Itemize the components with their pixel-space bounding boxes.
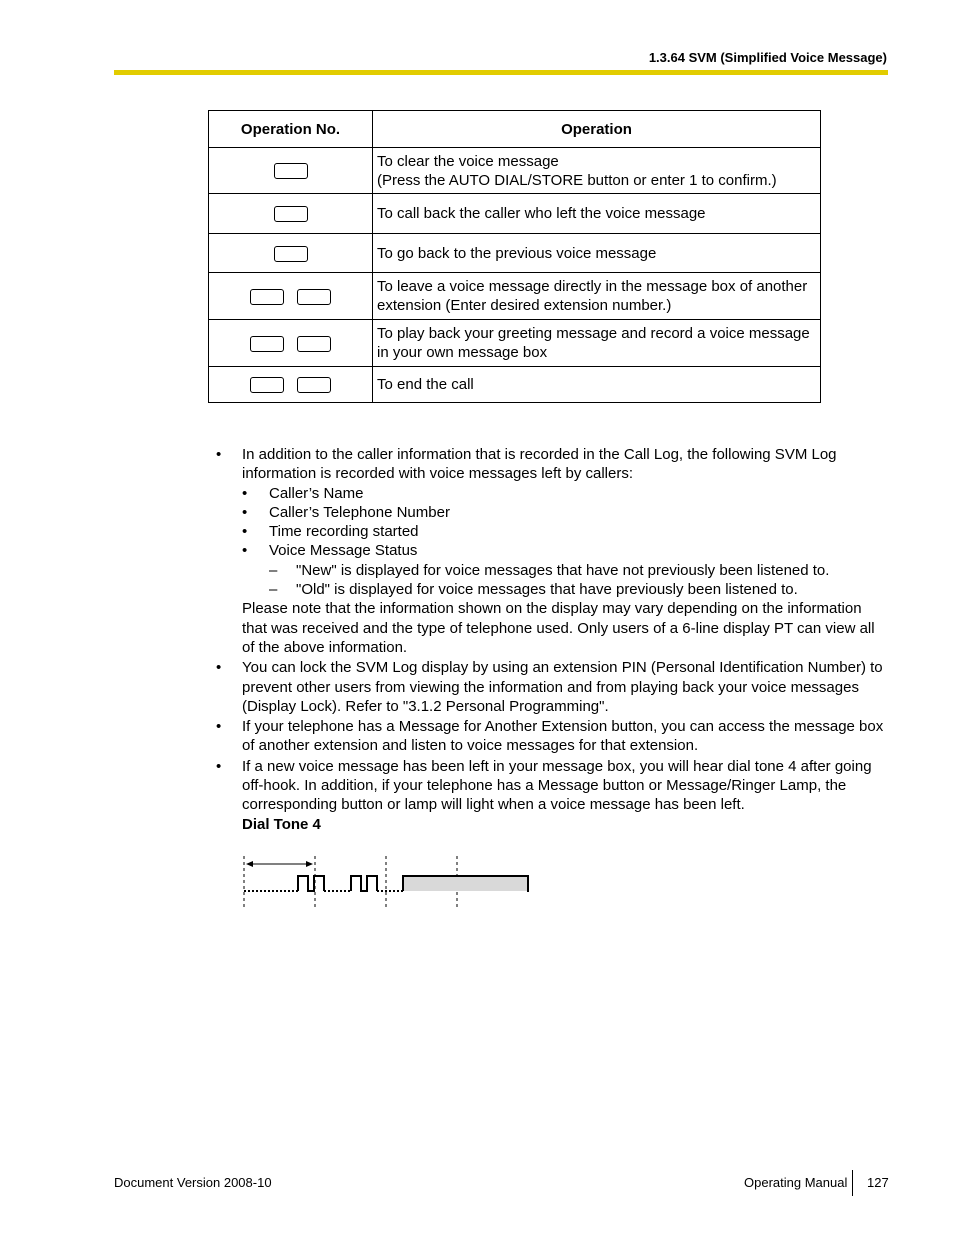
field-text: Caller’s Name	[269, 484, 364, 502]
operation-keys	[209, 273, 373, 320]
key-icon	[274, 206, 308, 222]
footer-divider	[852, 1170, 853, 1196]
dash-icon: –	[269, 581, 278, 599]
tone-burst-1	[298, 876, 324, 891]
operation-text: To play back your greeting message and record a voice message	[377, 325, 810, 342]
note-text: Please note that the information shown on the display may vary depending on the information that was received and the type of telephone used. Only users of a 6-line display PT can view all of the above information.	[242, 600, 875, 656]
table-row	[209, 148, 821, 194]
bullet-icon: •	[216, 757, 222, 775]
bullet-icon: •	[216, 659, 222, 677]
note-text: In addition to the caller information that is recorded in the Call Log, the following SVM Log information is recorded with voice messages left by callers:	[242, 446, 837, 483]
operation-description	[373, 320, 821, 367]
operation-description	[373, 367, 821, 403]
field-text: Caller’s Telephone Number	[269, 503, 450, 521]
page-number: 127	[867, 1175, 889, 1190]
table-row	[209, 273, 821, 320]
tone-burst-2	[351, 876, 377, 891]
note-text: If a new voice message has been left in your message box, you will hear dial tone 4 after going off-hook. In addition, if your telephone has a Message button or Message/Ringer Lamp, the corresponding button or lamp will light when a voice message has been left.	[242, 757, 872, 814]
key-icon	[297, 377, 331, 393]
list-item	[242, 503, 886, 522]
operation-keys	[209, 234, 373, 273]
operation-keys	[209, 148, 373, 194]
field-text: Voice Message Status	[269, 542, 418, 560]
status-text: "New" is displayed for voice messages that have not previously been listened to.	[296, 561, 830, 579]
key-icon	[274, 163, 308, 179]
operation-text: (Press the AUTO DIAL/STORE button or enter 1 to confirm.)	[377, 171, 777, 189]
key-icon	[297, 289, 331, 305]
bullet-icon: •	[242, 542, 248, 560]
status-text: "Old" is displayed for voice messages that have previously been listened to.	[296, 581, 798, 599]
list-item	[269, 561, 886, 580]
operation-table	[208, 110, 821, 403]
header-rule	[114, 70, 888, 75]
note-text: You can lock the SVM Log display by using an extension PIN (Personal Identification Number) to prevent other users from viewing the information and from playing back your voice messages (Display Lock). Refer to "3.1.2 Personal Programming".	[242, 659, 883, 715]
key-icon	[250, 336, 284, 352]
document-version: Document Version 2008-10	[114, 1175, 272, 1190]
bullet-icon: •	[242, 484, 248, 502]
list-item	[216, 757, 886, 834]
field-text: Time recording started	[269, 523, 419, 541]
list-item	[216, 658, 886, 716]
table-header-row	[209, 111, 821, 148]
duration-arrow	[246, 861, 313, 867]
notes-list	[216, 445, 886, 834]
operation-text: To call back the caller who left the voice message	[377, 205, 706, 222]
operation-text: To end the call	[377, 376, 474, 393]
bullet-icon: •	[216, 718, 222, 736]
operation-text: To clear the voice message	[377, 152, 559, 170]
notes-section	[216, 444, 886, 834]
key-icon	[250, 377, 284, 393]
status-details-list	[269, 561, 886, 600]
manual-name: Operating Manual	[744, 1175, 848, 1190]
operation-keys	[209, 320, 373, 367]
key-icon	[297, 336, 331, 352]
operation-text: To go back to the previous voice message	[377, 244, 657, 262]
operation-keys	[209, 367, 373, 403]
column-header-operation: Operation	[373, 111, 821, 148]
table-row	[209, 234, 821, 273]
list-item	[216, 717, 886, 756]
table-row	[209, 320, 821, 367]
continuous-tone-fill	[404, 877, 527, 891]
key-icon	[274, 246, 308, 262]
section-title: 1.3.64 SVM (Simplified Voice Message)	[648, 50, 887, 65]
note-text: If your telephone has a Message for Another Extension button, you can access the message box of another extension and listen to voice messages for that extension.	[242, 718, 884, 755]
list-item	[216, 445, 886, 657]
table-row	[209, 194, 821, 234]
dial-tone-diagram	[238, 852, 538, 912]
operation-text: in your own message box	[377, 344, 548, 361]
column-header-operation-no: Operation No.	[209, 111, 373, 148]
operation-keys	[209, 194, 373, 234]
list-item	[242, 541, 886, 599]
dial-tone-label: Dial Tone 4	[242, 815, 321, 833]
key-icon	[250, 289, 284, 305]
operation-description	[373, 234, 821, 273]
list-item	[242, 522, 886, 541]
operation-description	[373, 148, 821, 194]
bullet-icon: •	[242, 503, 248, 521]
operation-text: extension (Enter desired extension number.)	[377, 297, 672, 314]
table-row	[209, 367, 821, 403]
bullet-icon: •	[216, 446, 222, 463]
list-item	[269, 580, 886, 599]
operation-description	[373, 273, 821, 320]
svm-log-fields-list	[242, 484, 886, 600]
list-item	[242, 484, 886, 503]
bullet-icon: •	[242, 523, 248, 541]
dash-icon: –	[269, 561, 278, 579]
operation-text: To leave a voice message directly in the message box of another	[377, 278, 808, 295]
operation-description	[373, 194, 821, 234]
